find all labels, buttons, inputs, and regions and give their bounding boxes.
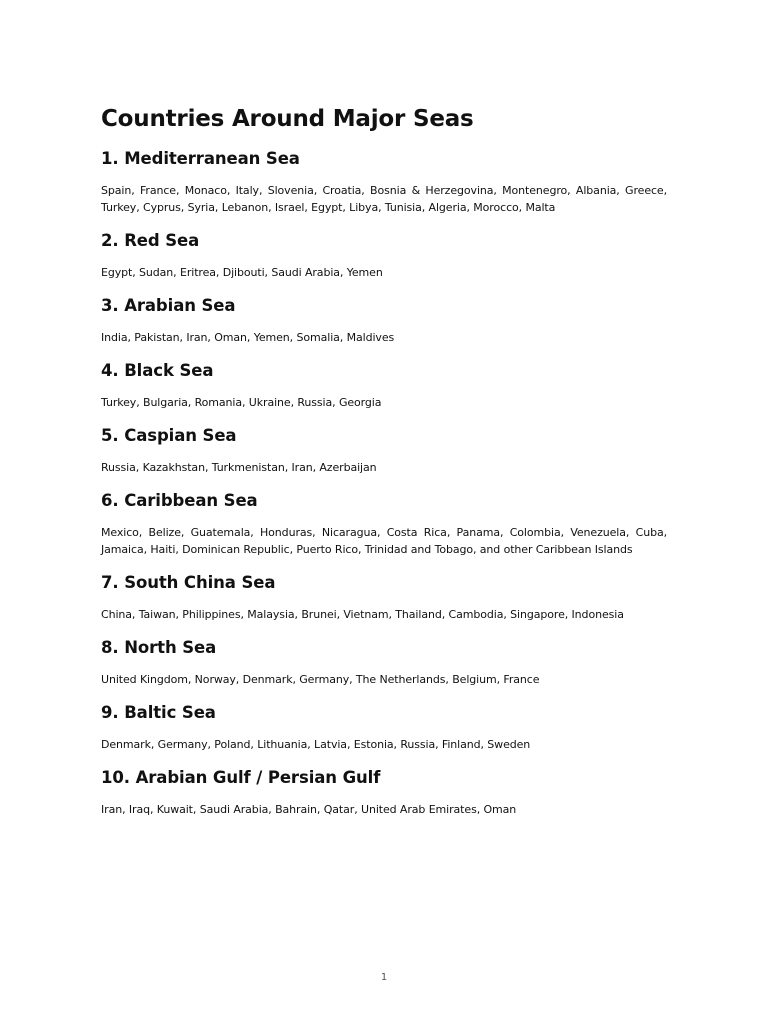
sea-section-red (101, 230, 667, 281)
sea-countries: Spain, France, Monaco, Italy, Slovenia, Croatia, Bosnia & Herzegovina, Montenegro, Albania, Greece, Turkey, Cyprus, Syria, Lebanon, Israel, Egypt, Libya, Tunisia, Algeria, Morocco, Malta (101, 184, 667, 214)
sea-section-baltic (101, 702, 667, 753)
sea-section-caribbean (101, 490, 667, 558)
sea-section-persian-gulf (101, 767, 667, 818)
sea-heading: 9. Baltic Sea (101, 703, 216, 722)
sea-countries: China, Taiwan, Philippines, Malaysia, Brunei, Vietnam, Thailand, Cambodia, Singapore, Indonesia (101, 608, 624, 621)
sea-countries: India, Pakistan, Iran, Oman, Yemen, Somalia, Maldives (101, 331, 395, 344)
sea-countries: Iran, Iraq, Kuwait, Saudi Arabia, Bahrain, Qatar, United Arab Emirates, Oman (101, 803, 517, 816)
document-page (101, 104, 667, 832)
sea-heading: 1. Mediterranean Sea (101, 149, 300, 168)
sea-heading: 10. Arabian Gulf / Persian Gulf (101, 768, 381, 787)
sea-heading: 5. Caspian Sea (101, 426, 237, 445)
sea-countries: Turkey, Bulgaria, Romania, Ukraine, Russia, Georgia (101, 396, 382, 409)
sea-heading: 7. South China Sea (101, 573, 276, 592)
sea-heading: 4. Black Sea (101, 361, 214, 380)
sea-heading: 8. North Sea (101, 638, 217, 657)
sea-section-north (101, 637, 667, 688)
sea-countries: United Kingdom, Norway, Denmark, Germany, The Netherlands, Belgium, France (101, 673, 540, 686)
sea-countries: Denmark, Germany, Poland, Lithuania, Latvia, Estonia, Russia, Finland, Sweden (101, 738, 531, 751)
sea-heading: 6. Caribbean Sea (101, 491, 258, 510)
sea-section-black (101, 360, 667, 411)
sea-countries: Mexico, Belize, Guatemala, Honduras, Nicaragua, Costa Rica, Panama, Colombia, Venezuela, Cuba, Jamaica, Haiti, Dominican Republic, Puerto Rico, Trinidad and Tobago, and other Caribbean Islands (101, 526, 667, 556)
sea-section-mediterranean (101, 148, 667, 216)
sea-section-caspian (101, 425, 667, 476)
sea-countries: Russia, Kazakhstan, Turkmenistan, Iran, Azerbaijan (101, 461, 377, 474)
sea-heading: 3. Arabian Sea (101, 296, 236, 315)
document-title: Countries Around Major Seas (101, 106, 474, 132)
sea-countries: Egypt, Sudan, Eritrea, Djibouti, Saudi Arabia, Yemen (101, 266, 383, 279)
sea-section-south-china (101, 572, 667, 623)
sea-heading: 2. Red Sea (101, 231, 200, 250)
page-number: 1 (380, 972, 388, 983)
sea-section-arabian (101, 295, 667, 346)
